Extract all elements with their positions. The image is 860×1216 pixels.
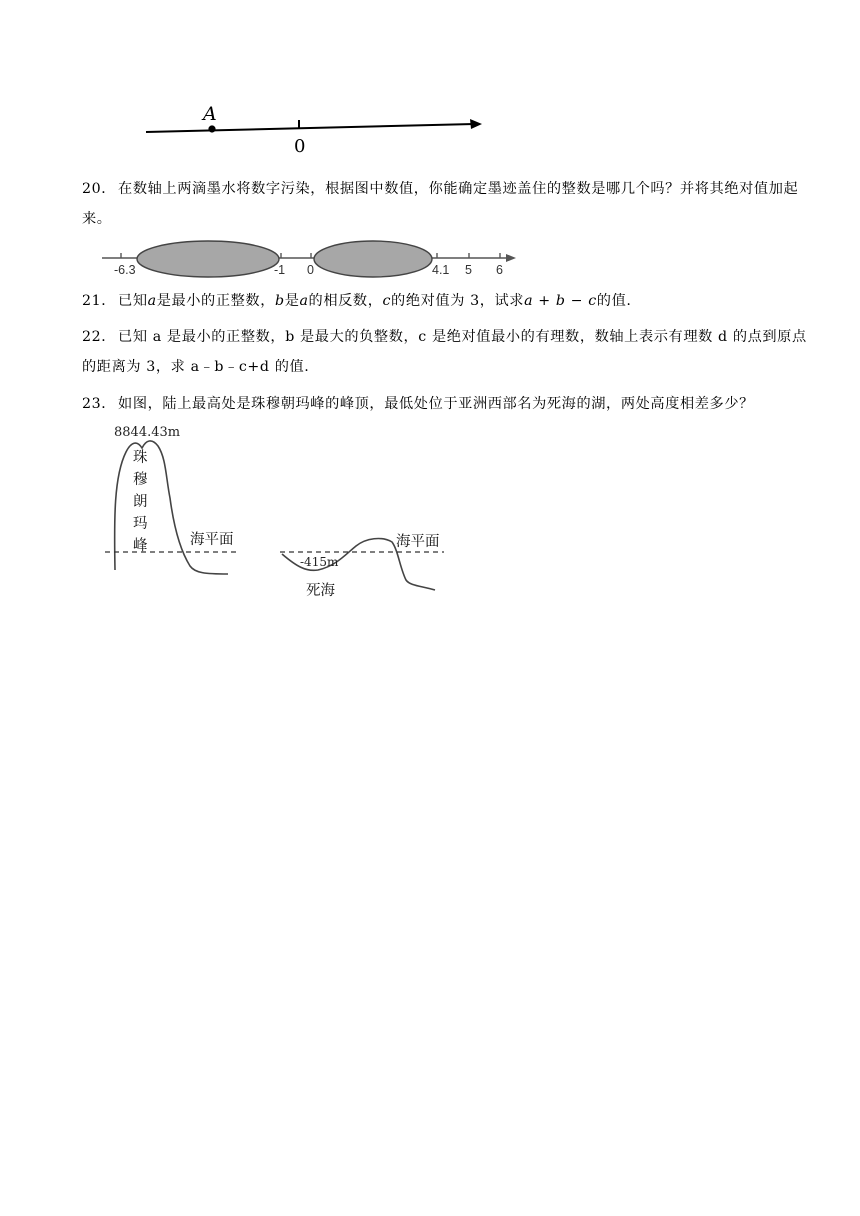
mountain-char: 峰 [133, 538, 148, 554]
dead-sea-depth-label: -415m [300, 555, 339, 569]
question-number: 21． [82, 293, 117, 309]
ink-blot-right [314, 241, 432, 277]
tick-label: -6.3 [114, 263, 136, 277]
math-var: c [382, 293, 392, 309]
everest-outline [115, 441, 228, 574]
point-a-dot [208, 125, 215, 132]
point-a-label: A [203, 103, 217, 125]
mountain-char: 玛 [133, 516, 148, 532]
peak-height-label: 8844.43m [114, 425, 181, 440]
math-var: a [147, 293, 157, 309]
tick-label: 6 [496, 263, 503, 277]
mountain-char: 朗 [133, 494, 148, 510]
everest-dead-sea-figure [100, 418, 450, 602]
sea-level-label-left: 海平面 [190, 532, 234, 548]
number-line-figure-a [140, 96, 490, 156]
tick-label: -1 [274, 263, 286, 277]
mountain-char: 穆 [133, 472, 148, 488]
text-run: 的相反数， [308, 293, 383, 309]
question-20 [82, 174, 812, 234]
math-var: a [299, 293, 309, 309]
text-run: 是 [284, 293, 300, 309]
question-21 [82, 286, 812, 316]
text-run: 的值. [596, 293, 632, 309]
question-text: 已知 a 是最小的正整数，b 是最大的负整数，c 是绝对值最小的有理数，数轴上表示有理数 d 的点到原点的距离为 3，求 a﹣b﹣c+d 的值. [82, 329, 807, 375]
question-text: 如图，陆上最高处是珠穆朝玛峰的峰顶，最低处位于亚洲西部名为死海的湖，两处高度相差多少？ [118, 396, 754, 412]
sea-level-label-right: 海平面 [396, 534, 440, 550]
math-var: b [275, 293, 285, 309]
math-expression: a + b − c [524, 293, 597, 309]
origin-label: 0 [294, 136, 306, 156]
text-run: 的绝对值为 3，试求 [391, 293, 525, 309]
question-number: 22． [82, 329, 117, 345]
tick-label: 0 [307, 263, 314, 277]
text-run: 已知 [118, 293, 148, 309]
question-text: 在数轴上两滴墨水将数字污染，根据图中数值，你能确定墨迹盖住的整数是哪几个吗？并将其绝对值加起来。 [82, 181, 799, 227]
mountain-char: 珠 [133, 450, 148, 466]
question-number: 23． [82, 396, 117, 412]
dead-sea-label: 死海 [306, 583, 335, 599]
number-line-ink-figure [98, 240, 522, 278]
question-number: 20． [82, 181, 117, 197]
text-run: 是最小的正整数， [156, 293, 275, 309]
question-22 [82, 322, 812, 382]
ink-blot-left [137, 241, 279, 277]
question-23 [82, 389, 812, 419]
tick-label: 4.1 [432, 263, 450, 277]
tick-label: 5 [465, 263, 472, 277]
